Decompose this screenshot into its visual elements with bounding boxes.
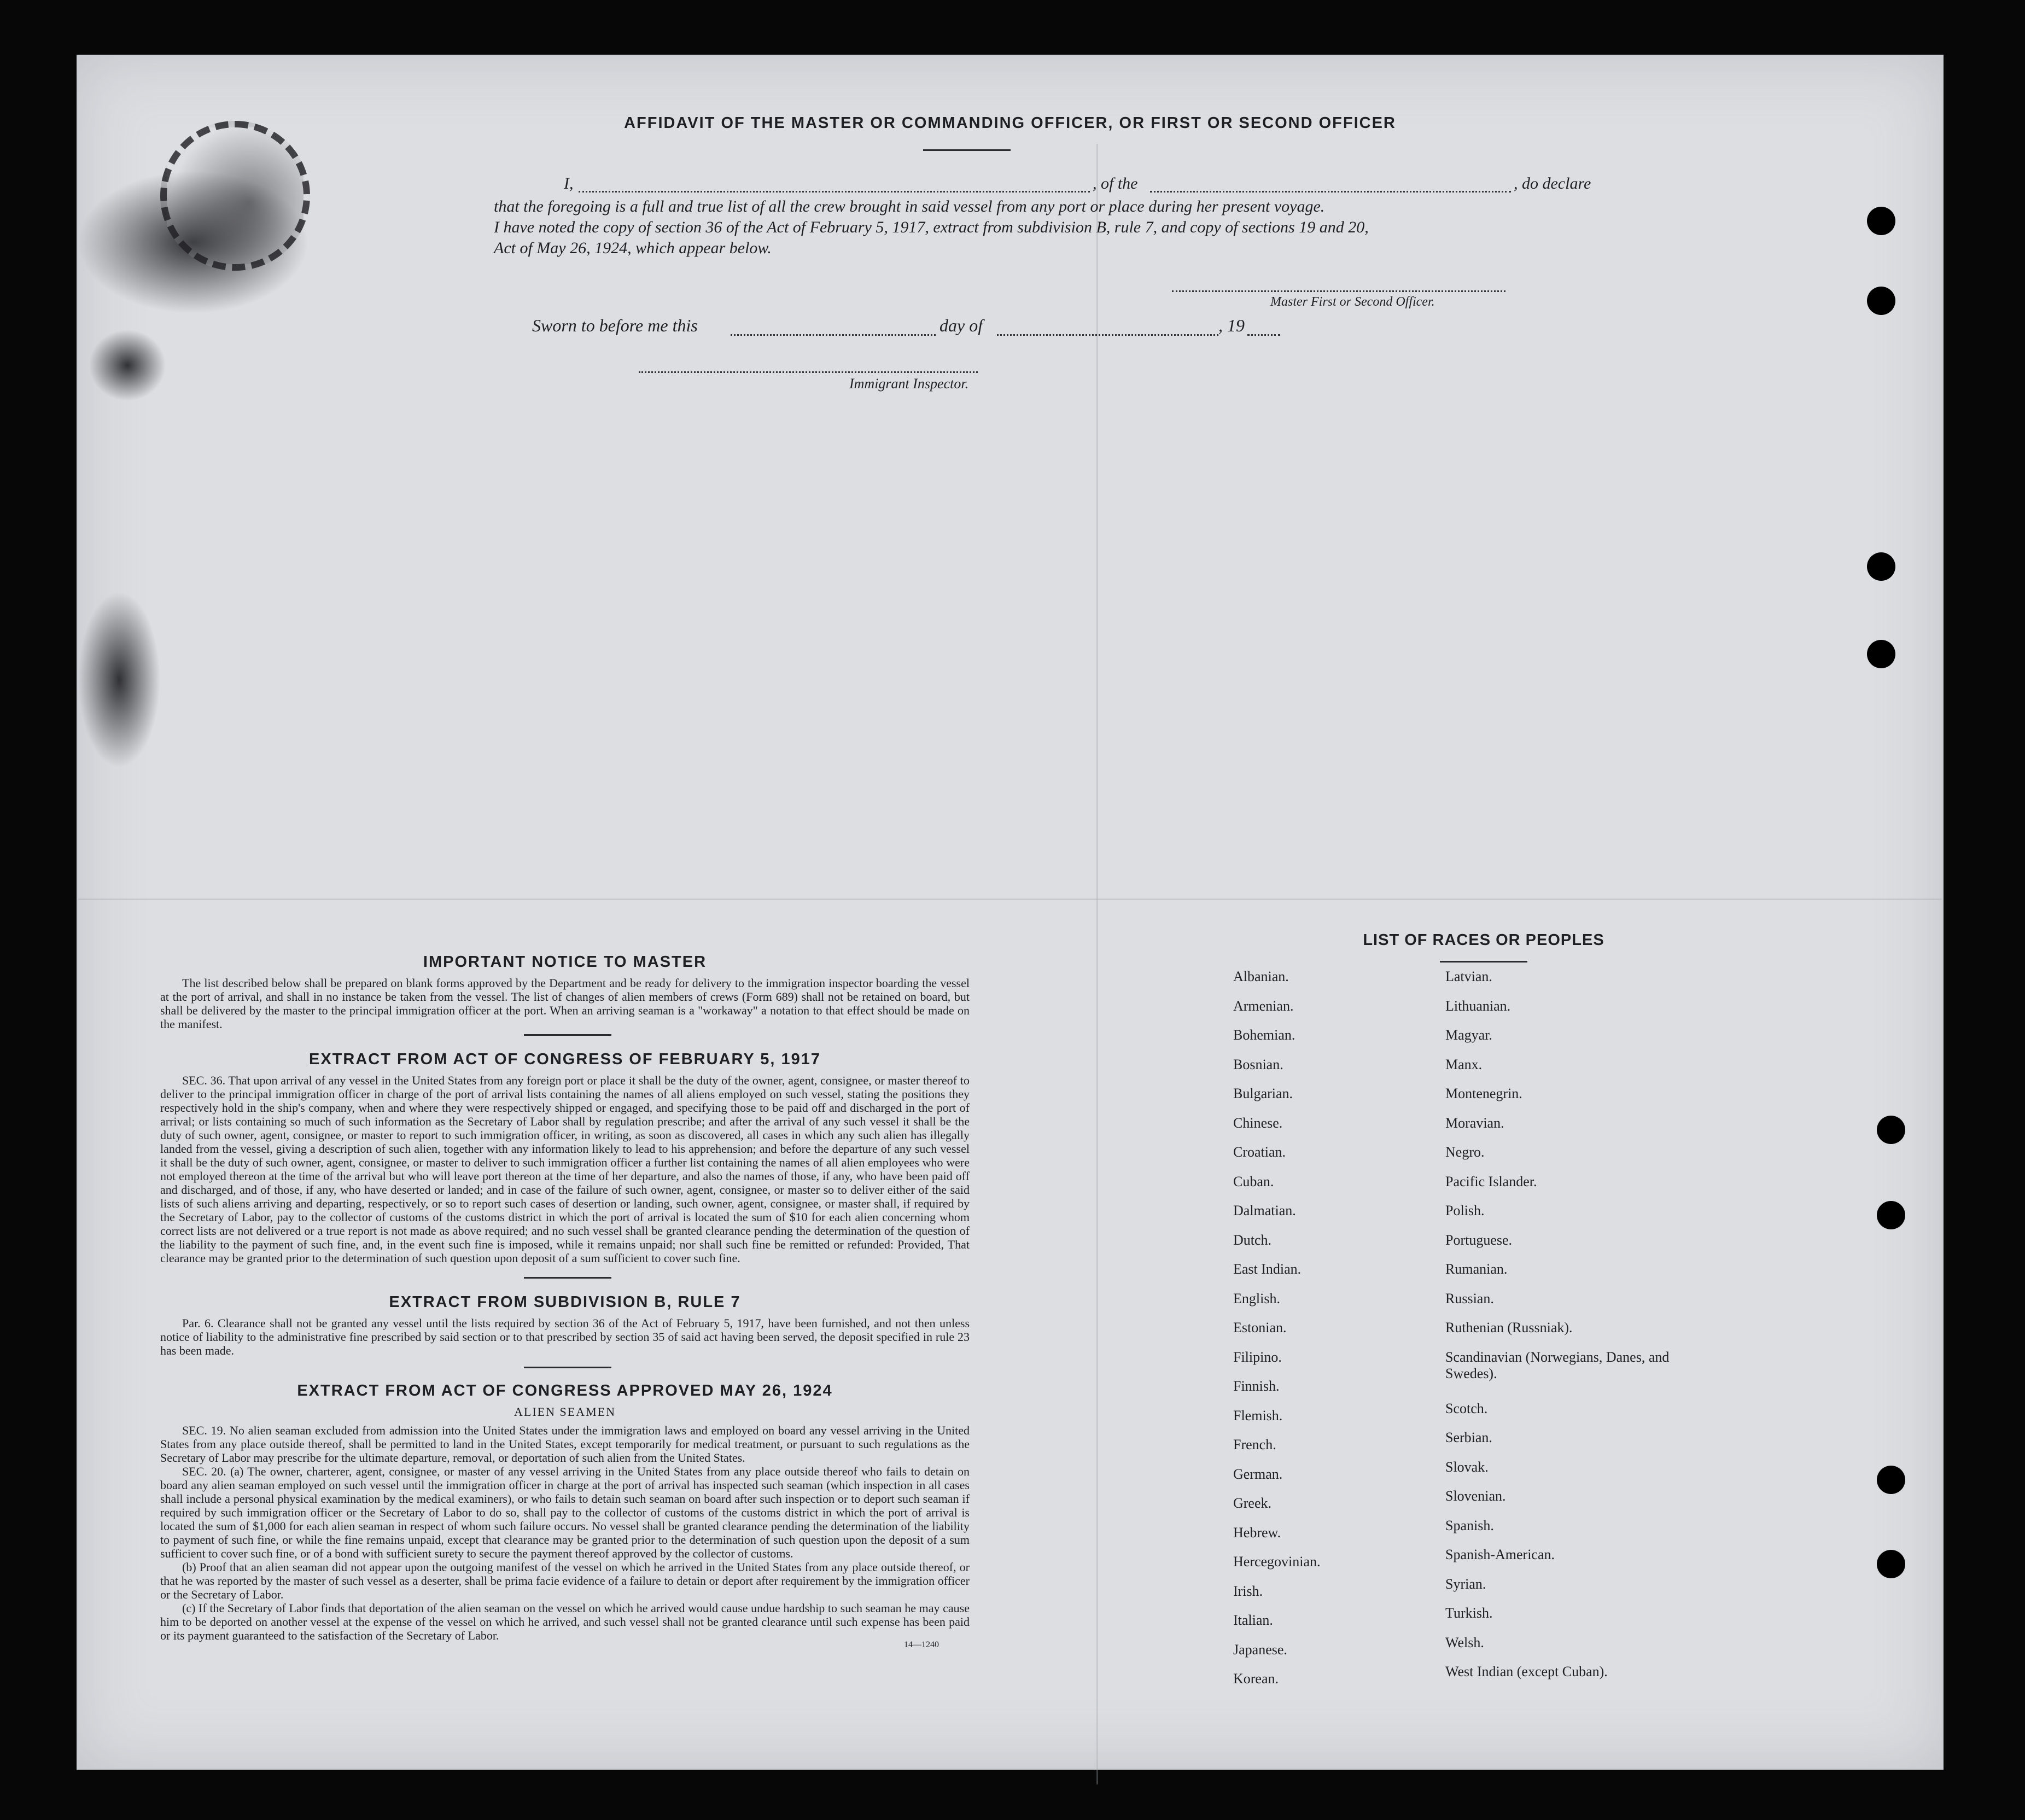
affidavit-title: AFFIDAVIT OF THE MASTER OR COMMANDING OFFICER, OR FIRST OR SECOND OFFICER [624,114,1396,132]
name-blank-field[interactable] [579,191,1090,192]
races-right-column [1445,969,1675,1693]
race-item: Spanish. [1445,1517,1494,1533]
section-divider [524,1034,611,1036]
affidavit-body [494,196,1752,259]
inspector-signature-line[interactable] [639,371,978,373]
race-item: Flemish. [1233,1407,1283,1424]
subdivision-body: Par. 6. Clearance shall not be granted any vessel until the lists required by section 36 of the Act of February 5, 1917, have been furnished, and not then unless notice of liability to the administrative fine prescribed by said section or to that prescribed by section 35 of said act having been served, the deposit specified in rule 23 has been made. [160,1316,970,1357]
signature-caption: Master First or Second Officer. [1270,295,1435,309]
inspector-caption: Immigrant Inspector. [849,376,969,392]
race-item: Cuban. [1233,1173,1274,1189]
extract-1924-body [160,1424,970,1642]
race-item: Bosnian. [1233,1056,1283,1072]
race-item: Rumanian. [1445,1261,1508,1277]
affidavit-line3: I have noted the copy of section 36 of the Act of February 5, 1917, extract from subdivision B, rule 7, and copy of sections 19 and 20, [494,218,1369,236]
race-item: East Indian. [1233,1261,1302,1277]
document-page [77,55,1944,1770]
binder-hole-icon [1877,1116,1905,1144]
signature-line[interactable] [1172,290,1505,292]
form-number: 14—1240 [904,1640,939,1649]
race-item: Finnish. [1233,1378,1280,1394]
race-item: Croatian. [1233,1144,1286,1160]
race-item: Syrian. [1445,1576,1486,1592]
affidavit-line4: Act of May 26, 1924, which appear below. [494,239,772,257]
binder-hole-icon [1877,1466,1905,1494]
ink-smudge [78,592,160,767]
race-item: Slovak. [1445,1459,1489,1475]
race-item: Turkish. [1445,1605,1493,1621]
section-20b-text: (b) Proof that an alien seaman did not appear upon the outgoing manifest of the vessel on which he arrived in the United States from any place outside thereof, or that he was reported by the master of such vessel as a deserter, shall be prima facie evidence of a failure to detain or deport after requirement by the immigration officer or the Secretary of Labor. [160,1560,970,1601]
race-item: French. [1233,1437,1276,1452]
extract-1917-title: EXTRACT FROM ACT OF CONGRESS OF FEBRUARY 5, 1917 [308,1051,821,1068]
race-item: Scotch. [1445,1400,1488,1416]
race-item: Portuguese. [1445,1232,1513,1248]
notice-body: The list described below shall be prepared on blank forms approved by the Department and be ready for delivery to the immigration inspector boarding the vessel at the port of arrival, and shall in no instance be taken from the vessel. The list of changes of alien members of crews (Form 689) shall not be retained on board, but shall be delivered by the master to the principal immigration officer at the port. When an arriving seaman is a "workaway" a notation to that effect should be made on the manifest. [160,976,970,1031]
vessel-blank-field[interactable] [1150,191,1511,192]
extract-1924-subtitle: ALIEN SEAMEN [514,1405,616,1419]
race-item: Latvian. [1445,969,1492,984]
races-title: LIST OF RACES OR PEOPLES [1363,931,1604,949]
race-item: Greek. [1233,1495,1272,1511]
race-item: Negro. [1445,1144,1485,1160]
section-19-text: SEC. 19. No alien seaman excluded from admission into the United States under the immigration laws and employed on board any vessel arriving in the United States from any place outside thereof, shall be permitted to land in the United States, except temporarily for medical treatment, or pursuant to such regulations as the Secretary of Labor may prescribe for the ultimate departure, removal, or deportation of such alien from the United States. [160,1424,970,1465]
race-item: Irish. [1233,1583,1263,1599]
binder-hole-icon [1877,1550,1905,1578]
sworn-month-field[interactable] [997,334,1218,336]
race-item: English. [1233,1290,1280,1306]
extract-1924-title: EXTRACT FROM ACT OF CONGRESS APPROVED MAY 26, 1924 [297,1382,833,1399]
races-title-underline [1440,961,1527,962]
sworn-day-field[interactable] [731,334,936,336]
section-divider [524,1277,611,1279]
sworn-year-field[interactable] [1247,334,1280,336]
race-item: Bohemian. [1233,1027,1295,1043]
race-item: Albanian. [1233,969,1289,984]
race-item: Serbian. [1445,1430,1492,1445]
race-item: Filipino. [1233,1349,1282,1365]
fold-line-vertical [1096,144,1098,1784]
race-item: West Indian (except Cuban). [1445,1664,1608,1679]
race-item: Welsh. [1445,1634,1484,1650]
ink-smudge [89,330,166,401]
race-item: Polish. [1445,1203,1485,1218]
race-item: Montenegrin. [1445,1086,1522,1101]
race-item: Korean. [1233,1671,1279,1687]
race-item: Pacific Islander. [1445,1173,1537,1189]
race-item: Moravian. [1445,1115,1504,1131]
race-item: Chinese. [1233,1115,1283,1131]
race-item: Manx. [1445,1056,1483,1072]
section-20c-text: (c) If the Secretary of Labor finds that deportation of the alien seaman on the vessel on which he arrived would cause undue hardship to such seaman he may cause him to be deported on another vessel at the expense of the vessel on which he arrived, and such vessel shall not be granted clearance until such expense has been paid or its payment guaranteed to the satisfaction of the Secretary of Labor. [160,1601,970,1642]
subdivision-title: EXTRACT FROM SUBDIVISION B, RULE 7 [389,1293,741,1311]
binder-hole-icon [1867,552,1895,581]
race-item: Hercegovinian. [1233,1554,1321,1570]
notice-title: IMPORTANT NOTICE TO MASTER [423,953,707,971]
binder-hole-icon [1867,640,1895,668]
stamp-seal-icon [160,121,310,271]
race-item: Spanish-American. [1445,1547,1555,1562]
affidavit-do-declare: , do declare [1514,174,1591,192]
year-label: , 19 [1218,316,1245,335]
race-item: Magyar. [1445,1027,1492,1043]
day-of-label: day of [939,316,983,335]
fold-line-horizontal [78,899,1942,900]
races-left-column [1233,969,1321,1700]
race-item: Dutch. [1233,1232,1272,1248]
race-item: Dalmatian. [1233,1203,1296,1218]
race-item: Armenian. [1233,998,1294,1014]
binder-hole-icon [1867,287,1895,315]
section-divider [524,1367,611,1368]
affidavit-line1-start: I, [564,174,574,192]
binder-hole-icon [1867,207,1895,235]
affidavit-line2: that the foregoing is a full and true list of all the crew brought in said vessel from any port or place during her present voyage. [494,197,1325,215]
race-item: Scandinavian (Norwegians, Danes, and Swedes). [1445,1349,1670,1381]
sworn-label: Sworn to before me this [532,316,698,335]
affidavit-of-the: , of the [1093,174,1138,192]
race-item: Lithuanian. [1445,998,1511,1014]
race-item: Ruthenian (Russniak). [1445,1320,1573,1335]
race-item: Russian. [1445,1290,1494,1306]
race-item: Japanese. [1233,1641,1287,1658]
race-item: Hebrew. [1233,1524,1281,1541]
race-item: Slovenian. [1445,1488,1506,1504]
race-item: Estonian. [1233,1320,1287,1335]
title-underline [923,149,1011,151]
section-20a-text: SEC. 20. (a) The owner, charterer, agent, consignee, or master of any vessel arriving in the United States from any place outside thereof who fails to detain on board any alien seaman employed on such vessel until the immigration officer in charge at the port of arrival has inspected such seaman (which inspection in all cases shall include a personal physical examination by the medical examiners), or who fails to detain such seaman on board after such inspection or to deport such seaman if required by such immigration officer or the Secretary of Labor to do so, shall pay to the collector of customs of the customs district in which the port of arrival is located the sum of $1,000 for each alien seaman in respect of whom such failure occurs. No vessel shall be granted clearance pending the determination of the liability to payment of such fine, or while the fine remains unpaid, except that clearance may be granted prior to the determination of such question upon the deposit of a sum sufficient to cover such fine, or of a bond with sufficient surety to secure the payment thereof approved by the collector of customs. [160,1465,970,1560]
extract-1917-body: SEC. 36. That upon arrival of any vessel in the United States from any foreign port or place it shall be the duty of the owner, agent, consignee, or master thereof to deliver to the principal immigration officer in charge of the port of arrival lists containing the names of all aliens employed on such vessel, stating the positions they respectively hold in the ship's company, when and where they were respectively shipped or engaged, and specifying those to be paid off and discharged in the port of arrival; or lists containing so much of such information as the Secretary of Labor shall by regulation prescribe; and after the arrival of any such vessel it shall be the duty of such owner, agent, consignee, or master to report to such immigration officer, in writing, as soon as discovered, all cases in which any such alien has illegally landed from the vessel, giving a description of such alien, together with any information likely to lead to his apprehension; and before the departure of any such vessel it shall be the duty of such owner, agent, consignee, or master to deliver to such immigration officer a further list containing the names of all alien employees who were not employed thereon at the time of the arrival but who will leave port thereon at the time of her departure, and also the names of those, if any, who have been paid off and discharged, and of those, if any, who have deserted or landed; and in case of the failure of such owner, agent, consignee, or master so to deliver either of the said lists of such aliens arriving and departing, respectively, or so to report such cases of desertion or landing, such owner, agent, consignee, or master shall, if required by the Secretary of Labor, pay to the collector of customs of the customs district in which the port of arrival is located the sum of $10 for each alien concerning whom correct lists are not delivered or a true report is not made as above required; and no such vessel shall be granted clearance pending the determination of the question of the liability to the payment of such fine, and, in the event such fine is imposed, while it remains unpaid; nor shall such fine be remitted or refunded: Provided, That clearance may be granted prior to the determination of such question upon deposit of a sum sufficient to cover such fine. [160,1074,970,1265]
race-item: Bulgarian. [1233,1086,1293,1101]
race-item: German. [1233,1466,1283,1482]
race-item: Italian. [1233,1612,1273,1628]
binder-hole-icon [1877,1201,1905,1229]
